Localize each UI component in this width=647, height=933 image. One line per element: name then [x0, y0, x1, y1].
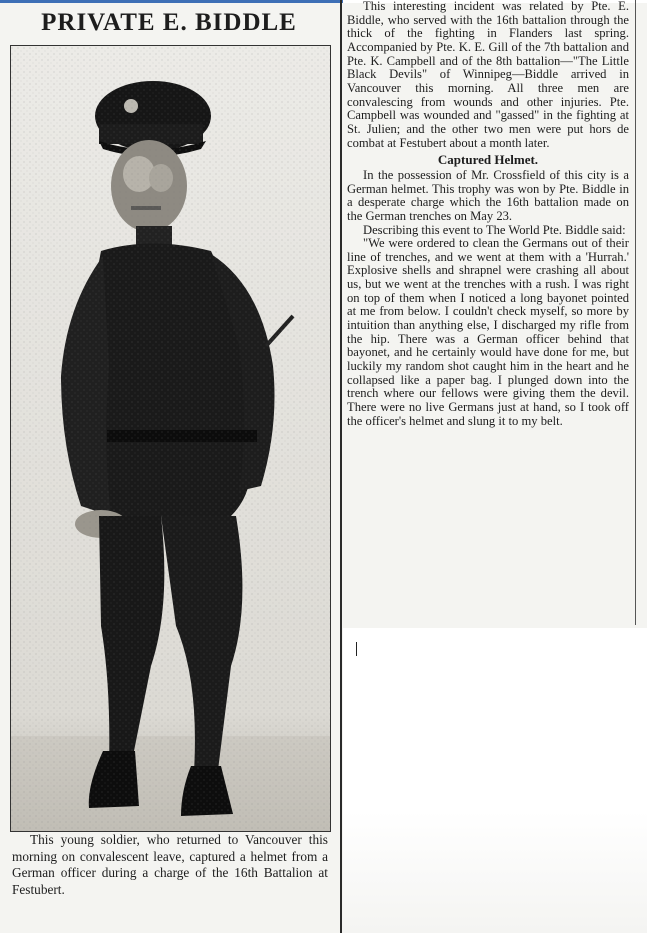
soldier-photo: [10, 45, 331, 832]
article-paragraph: In the possession of Mr. Crossfield of this city is a German helmet. This trophy was won by Pte. Biddle in a desperate charge which the 16th battalion made on the German trenches on May 23.: [347, 167, 629, 223]
column-rule-right: [635, 0, 636, 625]
headline: PRIVATE E. BIDDLE: [41, 9, 297, 36]
soldier-photo-illustration: [11, 46, 330, 831]
blank-area: [343, 628, 647, 933]
article-paragraph: Describing this event to The World Pte. Biddle said:: [363, 222, 626, 237]
article-paragraph: This interesting incident was related by Pte. E. Biddle, who served with the 16th battalion through the thick of the fighting in Flanders last spring. Accompanied by Pte. K. E. Gill of the 7th battalion and Pte. K. Campbell and of the 8th battalion—"The Little Black Devils" of Winnipeg—Biddle arrived in Vancouver this morning. All three men are convalescing from wounds and other injuries. Pte. Campbell was wounded and "gassed" in the fighting at St. Julien; and the other two men were put hors de combat at Festubert about a month later.: [347, 0, 629, 150]
article-subhead: Captured Helmet.: [437, 152, 539, 168]
text-cursor: [356, 642, 357, 656]
article-paragraph: "We were ordered to clean the Germans out of their line of trenches, and we went at them with a 'Hurrah.' Explosive shells and shrapnel were crashing all about us, but we went at the trenches with a rush. I was right on top of them when I noticed a long bayonet pointed at me from below. I couldn't check myself, so more by intuition than anything else, I discharged my rifle from the hip. There was a German officer behind that bayonet, and he certainly would have done for me, but luckily my random shot caught him in the heart and he collapsed like a paper bag. I plunged down into the trench where our fellows were giving them the devil. There were no live Germans just at hand, so I took off the officer's helmet and slung it to my belt.: [347, 236, 629, 428]
photo-column: [0, 3, 339, 933]
column-rule: [340, 0, 342, 933]
article-column: [347, 0, 629, 428]
caption-text: This young soldier, who returned to Vancouver this morning on convalescent leave, captured a helmet from a German officer during a charge of the 16th Battalion at Festubert.: [12, 832, 328, 897]
photo-caption: [12, 832, 328, 898]
